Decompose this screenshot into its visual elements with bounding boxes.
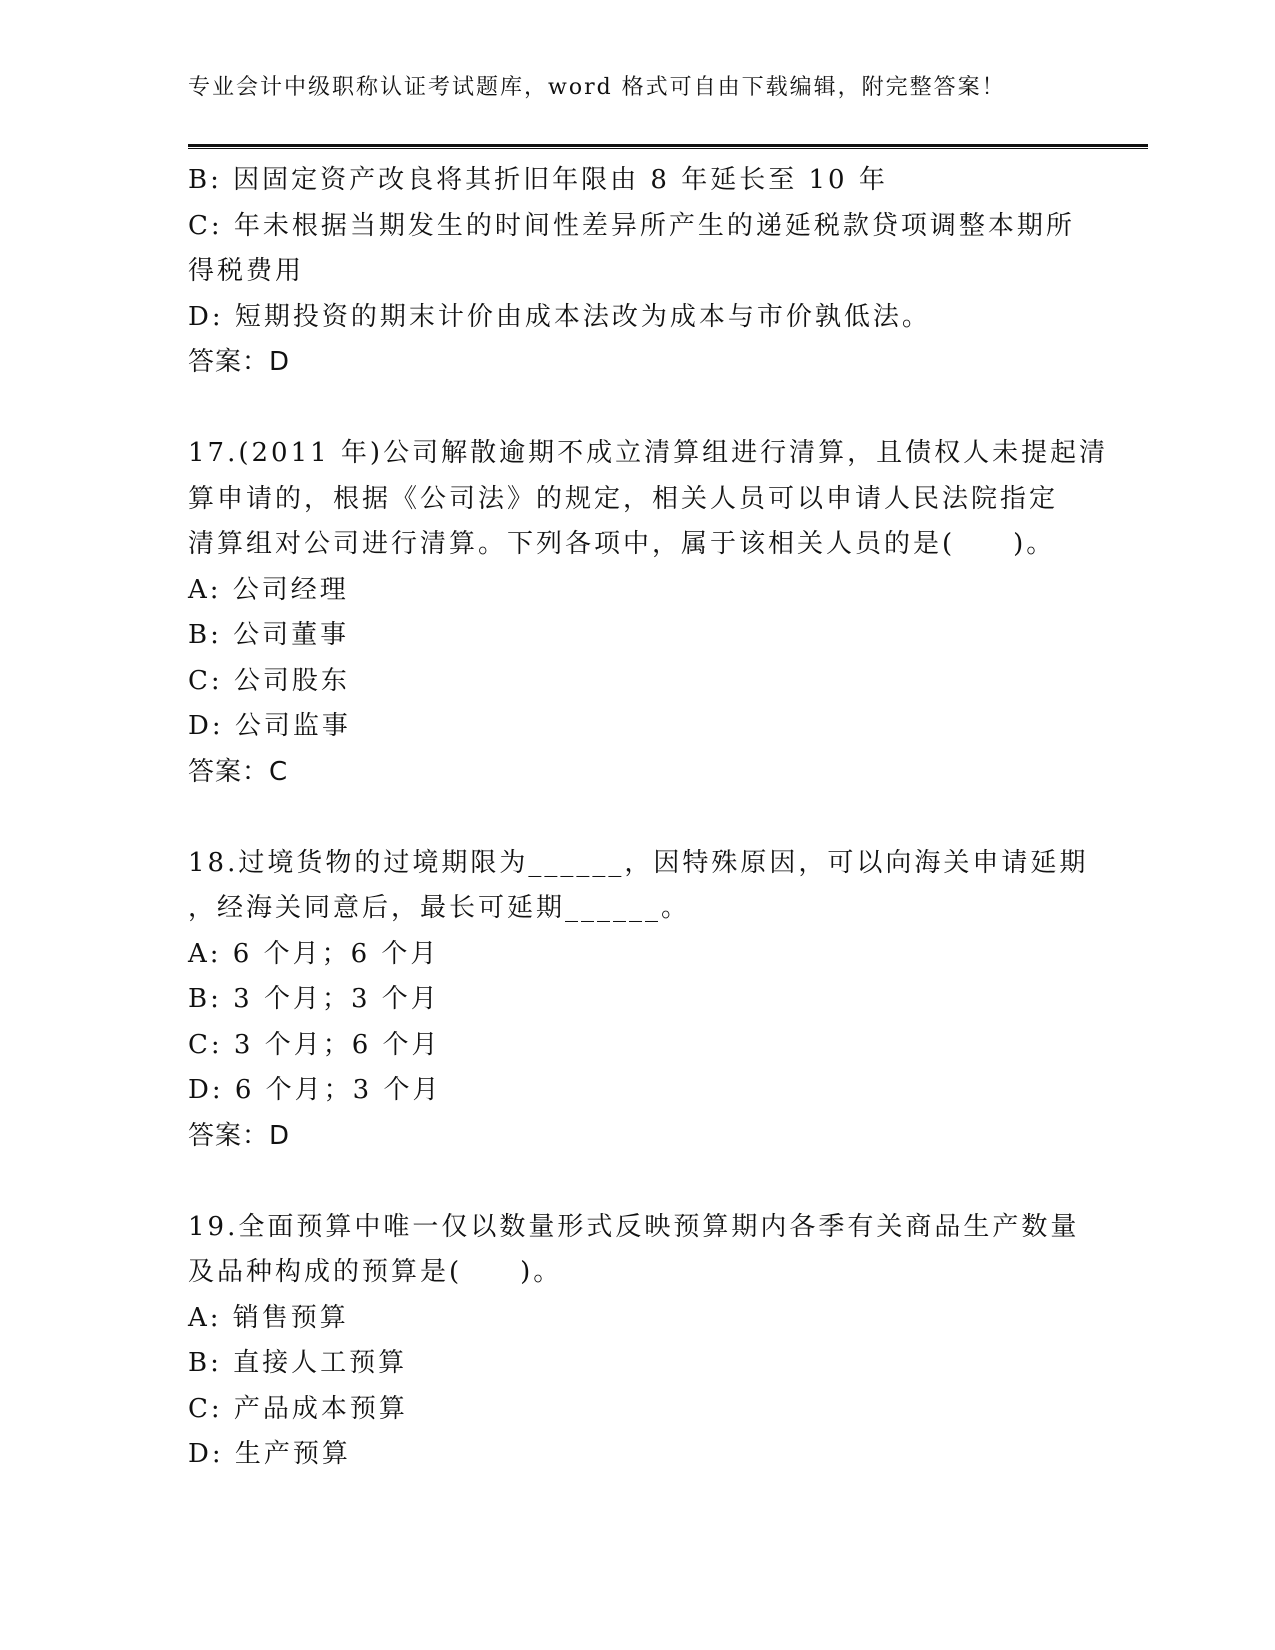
q17-stem: 17.(2011 年)公司解散逾期不成立清算组进行清算，且债权人未提起清 [188,438,1109,468]
q19-option-a: A: 销售预算 [188,1302,349,1333]
q17-stem-line2: 算申请的，根据《公司法》的规定，相关人员可以申请人民法院指定 [188,483,1059,514]
q16-option-b: B: 因固定资产改良将其折旧年限由 8 年延长至 10 年 [188,165,888,195]
spacer [188,1159,1088,1205]
q18-option-a: A: 6 个月；6 个月 [188,938,440,969]
q17-option-a: A: 公司经理 [188,574,349,605]
q17-option-d: D: 公司监事 [188,711,351,741]
q18-stem-line2: ，经海关同意后，最长可延期______。 [188,893,691,923]
header-divider [188,144,1148,147]
page-header: 专业会计中级职称认证考试题库，word 格式可自由下载编辑，附完整答案！ [188,75,1006,100]
q19-stem: 19.全面预算中唯一仅以数量形式反映预算期内各季有关商品生产数量 [188,1211,1080,1242]
q19-stem-line2: 及品种构成的预算是( )。 [188,1257,563,1287]
q19-option-b: B: 直接人工预算 [188,1348,408,1378]
question-18 [188,841,1088,1160]
q17-option-c: C: 公司股东 [188,665,350,696]
q18-option-b: B: 3 个月；3 个月 [188,984,440,1014]
q16-option-c-continued: 得税费用 [188,256,305,286]
q16-option-c: C: 年未根据当期发生的时间性差异所产生的递延税款贷项调整本期所 [188,210,1075,241]
q17-stem-line3: 清算组对公司进行清算。下列各项中，属于该相关人员的是( )。 [188,529,1056,559]
q19-option-d: D: 生产预算 [188,1439,351,1469]
question-17 [188,431,1109,795]
q19-option-c: C: 产品成本预算 [188,1393,408,1424]
q17-option-b: B: 公司董事 [188,620,350,650]
q18-answer: 答案：D [188,1120,291,1151]
q18-option-d: D: 6 个月；3 个月 [188,1075,442,1105]
spacer [188,795,1088,841]
q18-option-c: C: 3 个月；6 个月 [188,1029,441,1060]
document-body [188,158,1109,1478]
q17-answer: 答案：C [188,756,289,787]
q18-stem: 18.过境货物的过境期限为______，因特殊原因，可以向海关申请延期 [188,847,1089,878]
q16-option-d: D: 短期投资的期末计价由成本法改为成本与市价孰低法。 [188,301,931,332]
question-16-tail [188,158,1088,386]
spacer [188,386,1088,432]
question-19 [188,1205,1088,1478]
q16-answer: 答案：D [188,347,291,377]
